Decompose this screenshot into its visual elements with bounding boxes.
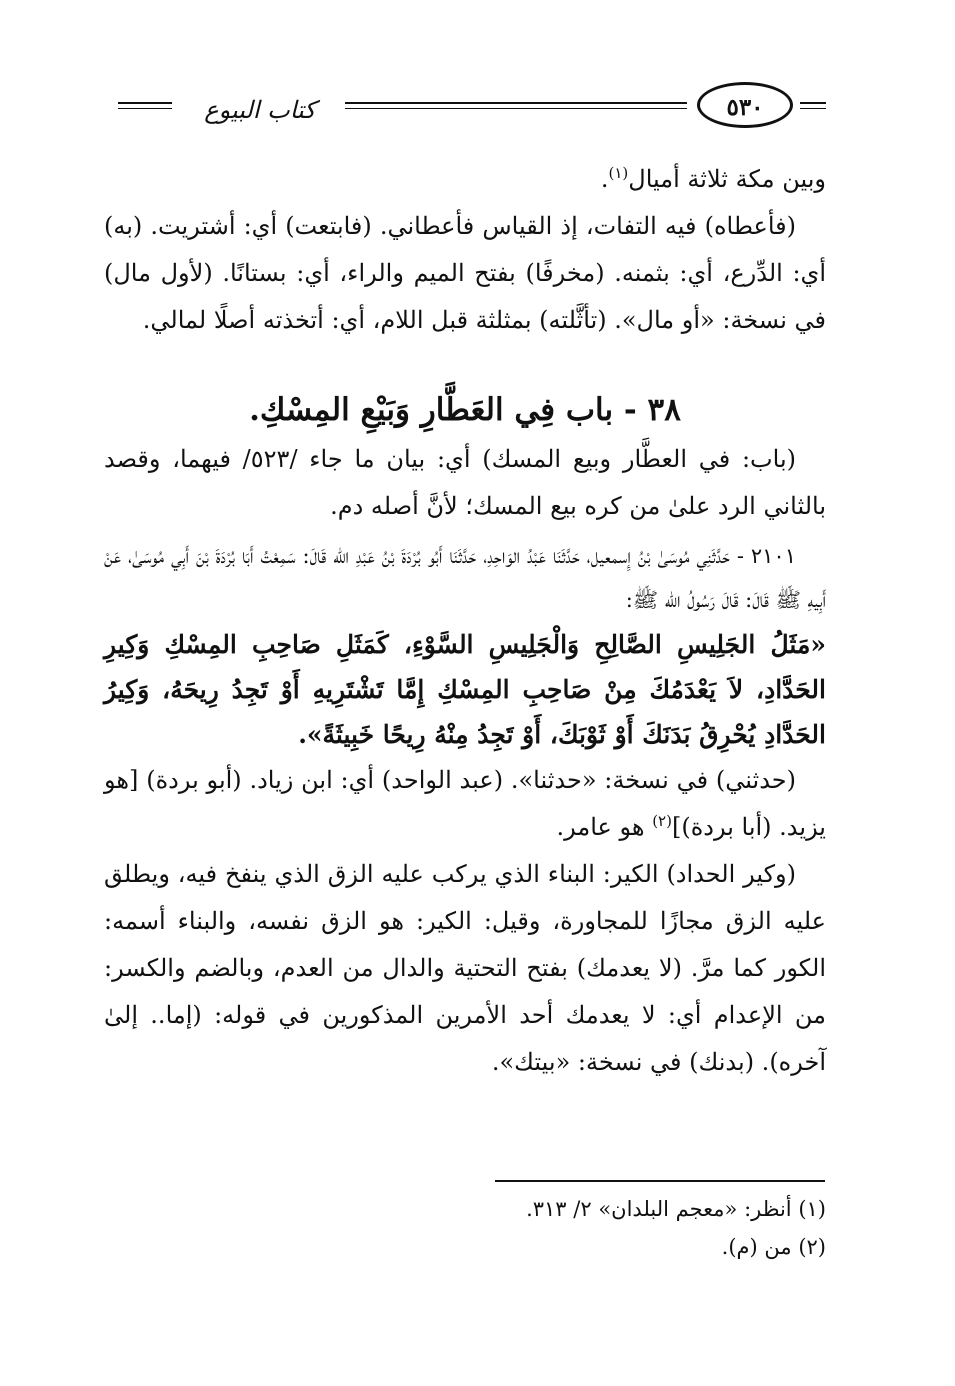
hadith-matn: «مَثَلُ الجَلِيسِ الصَّالِحِ وَالْجَلِيسِ السَّوْءِ، كَمَثَلِ صَاحِبِ المِسْكِ وَكِيرِ الحَدَّادِ، لاَ يَعْدَمُكَ مِنْ صَاحِبِ المِسْكِ إِمَّا تَشْتَرِيهِ أَوْ تَجِدُ رِيحَهُ، وَكِيرُ الحَدَّادِ يُحْرِقُ بَدَنَكَ أَوْ ثَوْبَكَ، أَوْ تَجِدُ مِنْهُ رِيحًا خَبِيثَةً».: [104, 630, 826, 749]
header-rule: [800, 108, 826, 109]
paragraph: [104, 156, 826, 203]
page-number: ٥٣٠: [697, 82, 793, 128]
commentary-text: هو عامر.: [556, 813, 653, 841]
footnote-ref[interactable]: (١): [608, 164, 629, 182]
footnote: (١) أنظر: «معجم البلدان» ٢/ ٣١٣.: [526, 1197, 826, 1221]
hadith-block: [104, 534, 826, 757]
paragraph-text: وبين مكة ثلاثة أميال: [628, 165, 826, 193]
commentary-paragraph: [104, 757, 826, 851]
header-rule: [345, 108, 687, 109]
header-rule: [800, 102, 826, 104]
footnotes: [104, 1190, 826, 1266]
footnote-ref[interactable]: (٢): [652, 812, 672, 830]
chapter-heading: ٣٨ - باب فِي العَطَّارِ وَبَيْعِ المِسْكِ.: [249, 392, 681, 428]
book-title: كتاب البيوع: [204, 96, 316, 124]
footnote-divider: [495, 1180, 825, 1182]
header-rule: [118, 108, 172, 109]
paragraph-text: .: [600, 165, 609, 193]
commentary-text: (حدثني) في نسخة: «حدثنا». (عبد الواحد) أي: ابن زياد. (أبو بردة) [هو يزيد. (أبا بردة)]: [104, 766, 826, 841]
paragraph: (فأعطاه) فيه التفات، إذ القياس فأعطاني. (فابتعت) أي: أشتريت. (به) أي: الدِّرع، أي: بثمنه. (مخرفًا) بفتح الميم والراء، أي: بستانًا. (لأول مال) في نسخة: «أو مال». (تأثَّلته) بمثلثة قبل اللام، أي: أتخذته أصلًا لمالي.: [104, 212, 826, 334]
header-rule: [345, 102, 687, 104]
header-rule: [118, 102, 172, 104]
chapter-intro: (باب: في العطَّار وبيع المسك) أي: بيان ما جاء /٥٢٣/ فيهما، وقصد بالثاني الرد علىٰ من كره بيع المسك؛ لأنَّ أصله دم.: [104, 445, 826, 520]
hadith-isnad: ٢١٠١ - حَدَّثَنِي مُوسَىٰ بْنُ إِسمعيل، حَدَّثَنَا عَبْدُ الوَاحِدِ، حَدَّثَنَا أَبُو بُرْدَةَ بْنُ عَبْدِ الله قَالَ: سَمِعْتُ أَبَا بُرْدَةَ بْنَ أَبِي مُوسَىٰ، عَنْ أَبِيهِ ﷺ قَالَ: قَالَ رَسُولُ الله ﷺ:: [104, 544, 826, 612]
footnote: (٢) من (م).: [721, 1235, 826, 1259]
running-header: [0, 78, 955, 142]
main-text: [104, 156, 826, 1086]
commentary-paragraph: (وكير الحداد) الكير: البناء الذي يركب عليه الزق الذي ينفخ فيه، ويطلق عليه الزق مجازًا للمجاورة، وقيل: الكير: هو الزق نفسه، والبناء أسمه: الكور كما مرَّ. (لا يعدمك) بفتح التحتية والدال من العدم، وبالضم والكسر: من الإعدام أي: لا يعدمك أحد الأمرين المذكورين في قوله: (إما.. إلىٰ آخره). (بدنك) في نسخة: «بيتك».: [104, 860, 826, 1076]
